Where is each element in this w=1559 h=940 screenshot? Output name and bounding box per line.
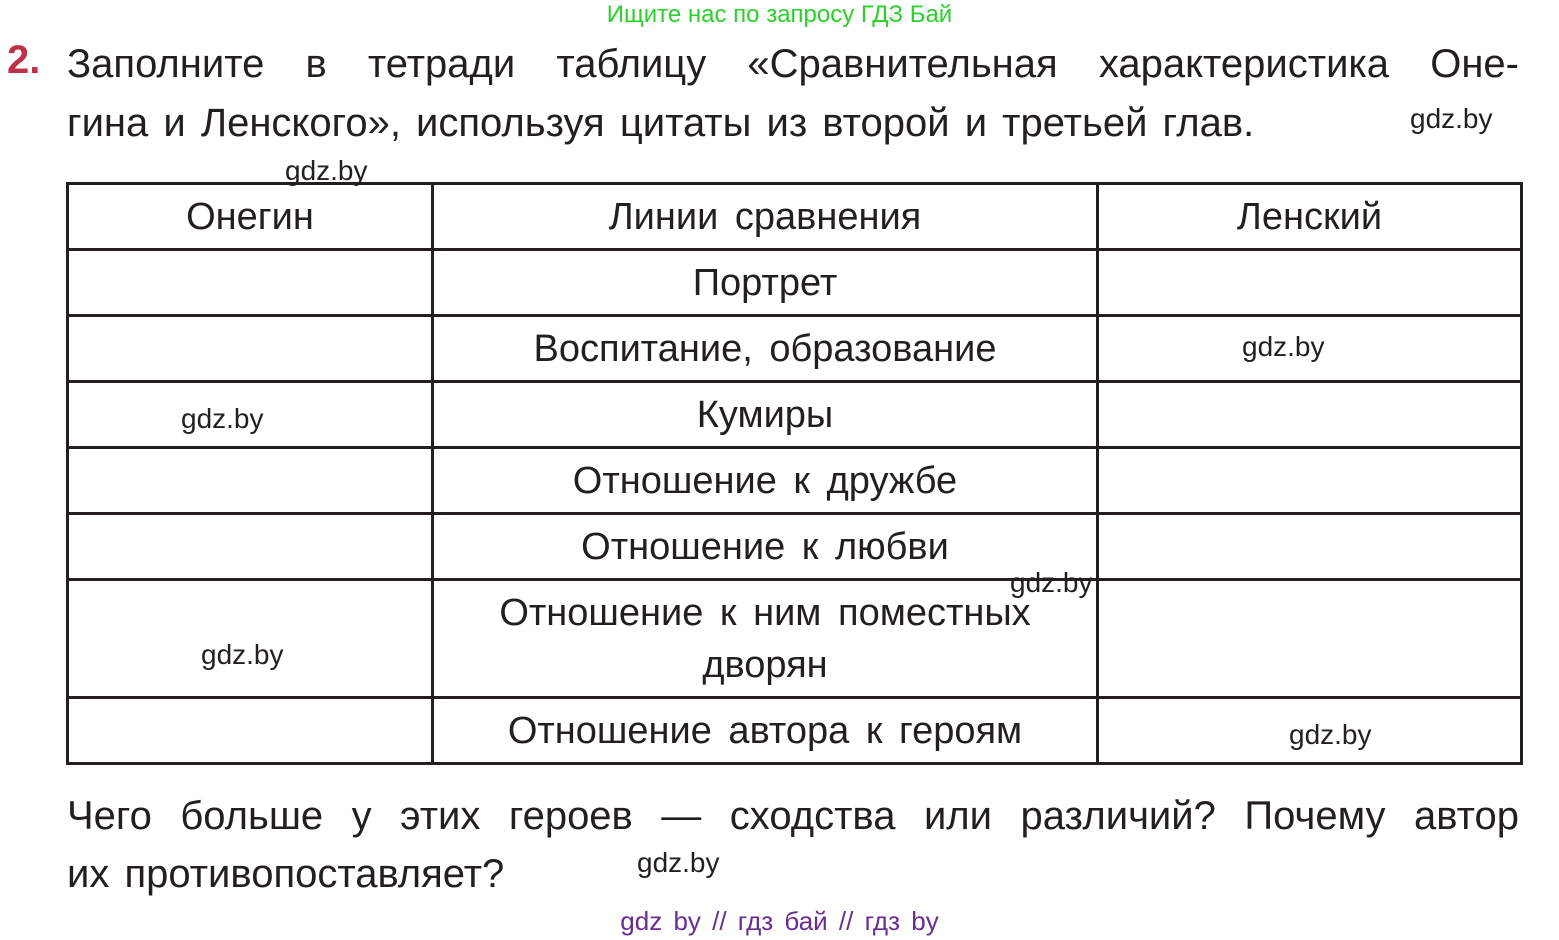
table-row bbox=[68, 382, 1522, 448]
watermark: gdz.by bbox=[181, 403, 264, 434]
header-onegin: Онегин bbox=[68, 184, 433, 250]
table-row bbox=[68, 514, 1522, 580]
table-row bbox=[68, 250, 1522, 316]
watermark: gdz.by bbox=[285, 155, 368, 186]
lensky-cell bbox=[1098, 514, 1522, 580]
comparison-line-cell: Воспитание, образование bbox=[433, 316, 1098, 382]
watermark: gdz.by bbox=[1289, 719, 1372, 750]
onegin-cell bbox=[68, 250, 433, 316]
onegin-cell bbox=[68, 448, 433, 514]
comparison-line-cell: Портрет bbox=[433, 250, 1098, 316]
lensky-cell bbox=[1098, 250, 1522, 316]
comparison-line-cell: Отношение к дружбе bbox=[433, 448, 1098, 514]
task-text bbox=[67, 35, 1519, 153]
task-text-line-2: гина и Ленского», используя цитаты из второй и третьей глав. bbox=[67, 101, 1255, 145]
header-comparison-lines: Линии сравнения bbox=[433, 184, 1098, 250]
top-banner: Ищите нас по запросу ГДЗ Бай bbox=[606, 1, 953, 28]
comparison-line-cell: Кумиры bbox=[433, 382, 1098, 448]
onegin-cell bbox=[68, 698, 433, 764]
watermark: gdz.by bbox=[201, 639, 284, 670]
comparison-table bbox=[66, 182, 1523, 765]
watermark: gdz.by bbox=[637, 847, 720, 878]
task-text-line-1: Заполните в тетради таблицу «Сравнительная характеристика Оне- bbox=[67, 42, 1519, 86]
watermark: gdz.by bbox=[1410, 103, 1493, 134]
header-lensky: Ленский bbox=[1098, 184, 1522, 250]
lensky-cell bbox=[1098, 382, 1522, 448]
table-row bbox=[68, 448, 1522, 514]
comparison-line-cell: Отношение к ним поместных дворян bbox=[433, 580, 1098, 698]
table-header-row bbox=[68, 184, 1522, 250]
footer-links: gdz by // гдз бай // гдз by bbox=[620, 906, 939, 936]
onegin-cell bbox=[68, 514, 433, 580]
table-row bbox=[68, 580, 1522, 698]
question-line-1: Чего больше у этих героев — сходства или различий? Почему автор bbox=[67, 794, 1519, 838]
comparison-line-cell: Отношение к любви bbox=[433, 514, 1098, 580]
question-line-2: их противопоставляет? bbox=[67, 852, 505, 896]
watermark: gdz.by bbox=[1010, 567, 1093, 598]
lensky-cell bbox=[1098, 448, 1522, 514]
watermark: gdz.by bbox=[1242, 331, 1325, 362]
lensky-cell bbox=[1098, 580, 1522, 698]
question-text bbox=[67, 787, 1519, 903]
comparison-line-cell: Отношение автора к героям bbox=[433, 698, 1098, 764]
task-number: 2. bbox=[7, 38, 41, 82]
onegin-cell bbox=[68, 316, 433, 382]
